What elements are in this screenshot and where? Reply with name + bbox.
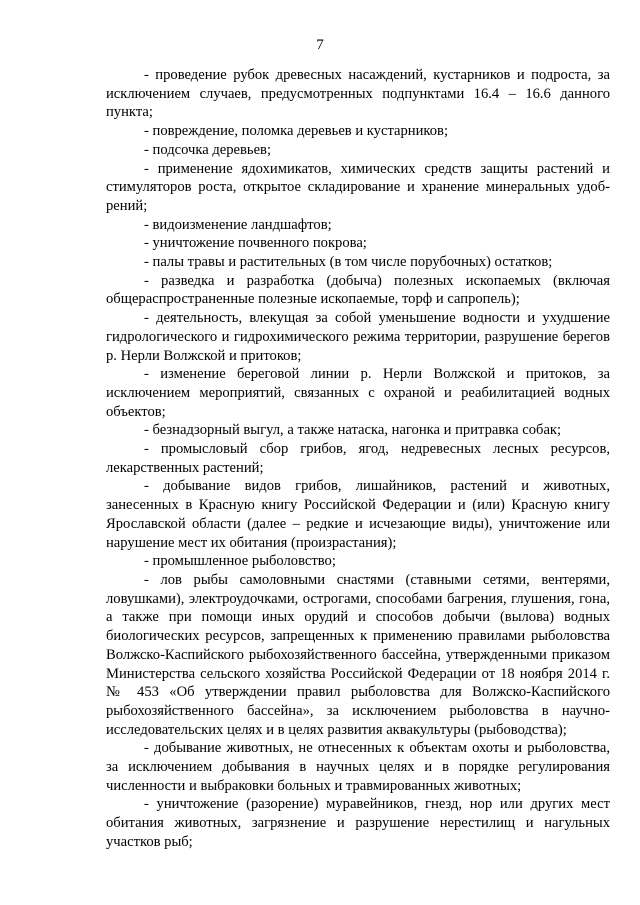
list-item: - применение ядохимикатов, химических средств защиты растений и стимуляторов роста, открытое складирование и хранение минеральных удоб-рений; [106,160,610,214]
list-item: - добывание видов грибов, лишайников, растений и животных, занесенных в Красную книгу Российской Федерации и (или) Красную книгу Ярославской области (далее – редкие и исчезающие виды), уничтожение или нарушение мест их обитания (произрастания); [106,478,610,551]
list-item: - проведение рубок древесных насаждений, кустарников и подроста, за исключением случаев, предусмотренных подпунктами 16.4 – 16.6 данного пункта; [106,67,610,121]
list-item: - изменение береговой линии р. Нерли Волжской и притоков, за исключением мероприятий, связанных с охраной и реабилитацией водных объектов; [106,366,610,420]
list-item: - промышленное рыболовство; [144,553,336,570]
list-item: - деятельность, влекущая за собой уменьшение водности и ухудшение гидрологического и гидрохимического режима территории, разрушение берегов р. Нерли Волжской и притоков; [106,310,610,364]
list-item: - палы травы и растительных (в том числе порубочных) остатков; [144,254,553,271]
list-item: - видоизменение ландшафтов; [144,216,332,233]
page-number: 7 [316,37,324,53]
list-item: - повреждение, поломка деревьев и кустарников; [144,123,449,140]
list-item: - лов рыбы самоловными снастями (ставными сетями, вентерями, ловушками), электроудочками, острогами, способами багрения, глушения, гона, а также при помощи иных орудий и способов добычи (вылова) водных биологических ресурсов, запрещенных к применению правилами рыболовства Волжско-Каспийского рыбохозяйственного бассейна, утвержденными приказом Министерства сельского хозяйства Российской Федерации от 18 ноября 2014 г. № 453 «Об утверждении правил рыболовства для Волжско-Каспийского рыбохозяйственного бассейна», за исключением рыболовства в научно-исследовательских целях и в целях развития аквакультуры (рыбоводства); [106,571,610,738]
list-item: - уничтожение почвенного покрова; [144,235,367,252]
list-item: - безнадзорный выгул, а также натаска, нагонка и притравка собак; [144,422,562,439]
list-item: - добывание животных, не отнесенных к объектам охоты и рыболовства, за исключением добывания в научных целях и в порядке регулирования численности и выбраковки больных и травмированных животных; [106,740,610,794]
list-item: - разведка и разработка (добыча) полезных ископаемых (включая общераспространенные полезные ископаемые, торф и сапропель); [106,272,610,308]
list-item: - промысловый сбор грибов, ягод, недревесных лесных ресурсов, лекарственных растений; [106,441,610,476]
list-item: - уничтожение (разорение) муравейников, гнезд, нор или других мест обитания животных, загрязнение и разрушение нерестилищ и нагульных участков рыб; [106,796,610,850]
document-body [106,66,610,852]
list-item: - подсочка деревьев; [144,141,271,158]
